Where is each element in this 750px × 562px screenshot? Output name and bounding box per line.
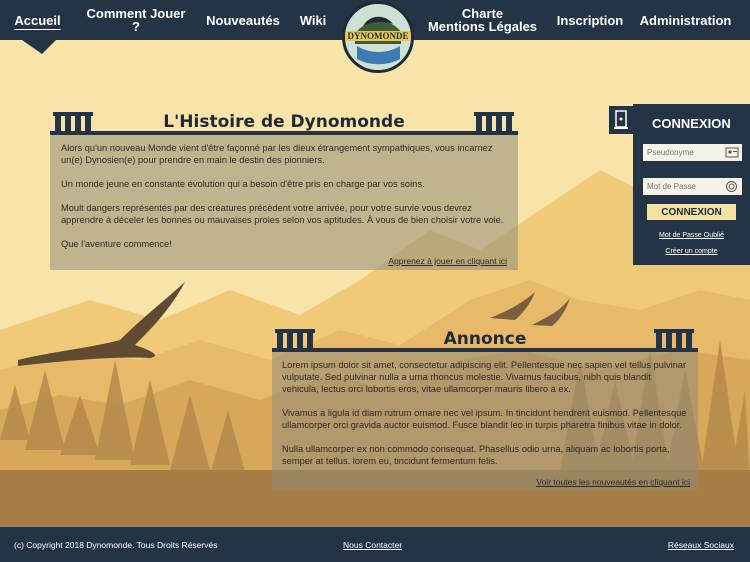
forgot-password-link[interactable]: Mot de Passe Oublié (659, 232, 724, 239)
ruin-pillars-icon (275, 329, 315, 349)
announcement-body (272, 352, 698, 490)
corner-emblem-icon (22, 40, 56, 54)
footer (0, 527, 750, 562)
announcement-paragraph: Lorem ipsum dolor sit amet, consectetur adipiscing elit. Pellentesque nec sapien vel tellus pulvinar vulputate. Sed pulvinar nulla a urna rhoncus molestie. Vivamus faucibus, nibh quis blandit vehicula, lectus orci lobortis eros, vitae ullamcorper mauris libero a ex. (282, 360, 687, 394)
history-paragraph: Un monde jeune en constante évolution qui a besoin d'être pris en charge par vos soins. (61, 179, 425, 189)
logo-text: DYNOMONDE (345, 31, 411, 41)
nav-item-accueil[interactable]: Accueil (14, 12, 61, 28)
learn-to-play-link[interactable]: Apprenez à jouer en cliquant ici (388, 256, 507, 266)
social-networks-link[interactable]: Réseaux Sociaux (667, 540, 734, 550)
all-news-link[interactable]: Voir toutes les nouveautés en cliquant ici (536, 477, 690, 487)
nav-item-charte-mentions[interactable]: Charte Mentions Légales (427, 6, 538, 34)
nav-item-nouveautes[interactable]: Nouveautés (206, 12, 280, 28)
footer-copyright: (c) Copyright 2018 Dynomonde. Tous Droits Réservés (14, 540, 218, 550)
ruin-pillars-icon (474, 112, 514, 132)
nav-item-comment-jouer[interactable]: Comment Jouer ? (86, 6, 186, 34)
announcement-paragraph: Nulla ullamcorper ex non commodo consequat. Phasellus odio urna, aliquam ac lobortis porta, semper at tellus. lorem eu, tincidunt fermentum felis. (282, 444, 670, 466)
announcement-paragraph: Vivamus a ligula id diam rutrum ornare nec vel ipsum. In tincidunt hendrerit euismod. Pellentesque ullamcorper orci gravida auctor euismod. Fusce blandit leo in turpis pharetra finibus vitae in dolor. (282, 408, 687, 430)
history-paragraph: Que l'aventure commence! (61, 239, 172, 249)
history-title: L'Histoire de Dynomonde (163, 112, 405, 132)
dynomonde-logo[interactable] (342, 1, 414, 73)
nav-item-administration[interactable]: Administration (639, 12, 732, 28)
connexion-button[interactable]: CONNEXION (647, 204, 736, 220)
ruin-pillars-icon (654, 329, 694, 349)
history-body (50, 135, 518, 270)
door-icon (609, 106, 633, 134)
create-account-link[interactable]: Créer un compte (665, 248, 718, 255)
history-paragraph: Alors qu'un nouveau Monde vient d'être façonné par les dieux étrangement sympathiques, vous incarnez un(e) Dynosien(e) pour prendre en main le destin des pionniers. (61, 143, 493, 165)
history-paragraph: Moult dangers représentés par des créatures précèdent votre arrivée, pour votre survie vous devrez apprendre à déceler les bonnes ou mauvaises proies selon vos aptitudes. À vous de bien choisir votre voie. (61, 203, 504, 225)
ruin-pillars-icon (53, 112, 93, 132)
announcement-title: Annonce (443, 329, 527, 349)
contact-link[interactable]: Nous Contacter (343, 540, 403, 550)
nav-item-inscription[interactable]: Inscription (556, 12, 624, 28)
login-title: CONNEXION (652, 116, 731, 131)
id-card-icon (725, 147, 739, 158)
fingerprint-icon (725, 180, 738, 193)
nav-item-wiki[interactable]: Wiki (299, 12, 327, 28)
login-panel (633, 104, 750, 265)
login-badge (609, 106, 633, 134)
